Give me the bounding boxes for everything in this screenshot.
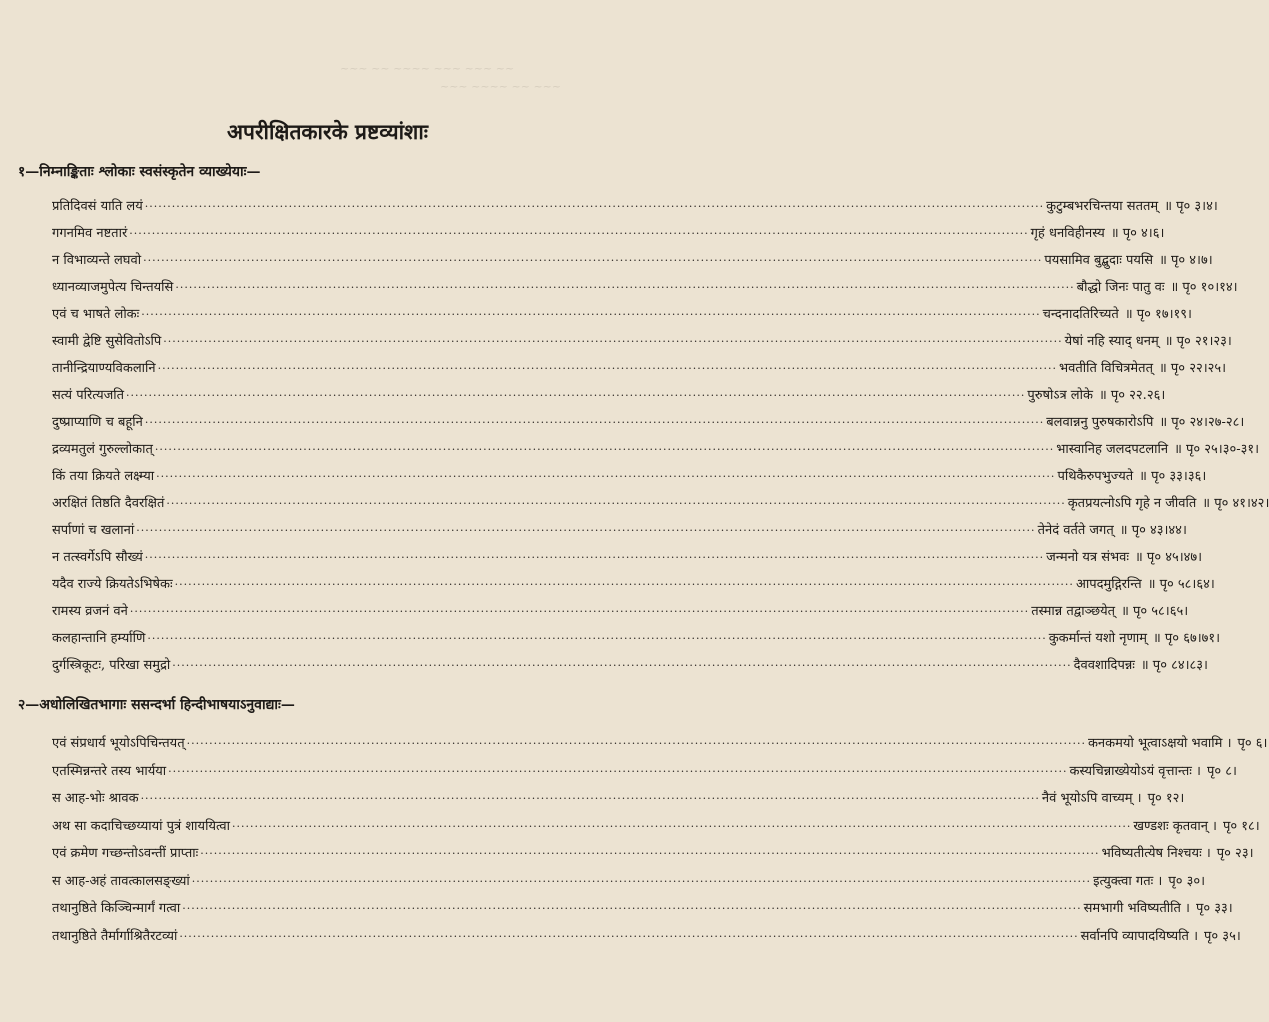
- page-reference: ॥ पृ० १०।१४।: [1170, 280, 1238, 295]
- page-reference: ॥ पृ० २४।२७-२८।: [1159, 415, 1245, 430]
- dot-leader: ········································································································································································································: [182, 902, 1082, 915]
- entry-start-text: स आह-भोः श्रावक: [52, 791, 139, 806]
- page-reference: ॥ पृ० ८४।८३।: [1140, 658, 1208, 673]
- entry-row: [52, 871, 1206, 893]
- entry-row: [52, 250, 1213, 272]
- dot-leader: ········································································································································································································: [147, 632, 1047, 645]
- entry-end-text: पयसामिव बुद्बुदाः पयसि: [1044, 253, 1154, 268]
- page-reference: ॥ पृ० ४५।४७।: [1135, 550, 1203, 565]
- entry-end-text: भविष्यतीत्येष निश्चयः ।: [1101, 846, 1211, 861]
- entry-start-text: स आह-अहं तावत्कालसङ्ख्यां: [52, 873, 190, 889]
- dot-leader: ········································································································································································································: [154, 443, 1055, 456]
- section-1-heading: १—निम्नाङ्किताः श्लोकाः स्वसंस्कृतेन व्याख्येयाः—: [18, 164, 261, 180]
- entry-start-text: किं तया क्रियते लक्ष्म्या: [52, 469, 155, 484]
- dot-leader: ········································································································································································································: [156, 470, 1056, 483]
- page-title: अपरीक्षितकारके प्रष्टव्यांशाः: [226, 119, 429, 144]
- dot-leader: ········································································································································································································: [166, 497, 1066, 510]
- page-reference: ॥ पृ० ४।७।: [1159, 253, 1213, 268]
- page-reference: ॥ पृ० ४१।४२।: [1202, 496, 1269, 511]
- dot-leader: ········································································································································································································: [168, 764, 1068, 778]
- dot-leader: ········································································································································································································: [141, 308, 1041, 321]
- dot-leader: ········································································································································································································: [144, 200, 1045, 213]
- entry-start-text: न विभाव्यन्ते लघवो: [52, 253, 142, 268]
- entry-end-text: चन्दनादतिरिच्यते: [1042, 307, 1119, 322]
- entry-row: [52, 574, 1215, 596]
- entry-start-text: अथ सा कदाचिच्छय्यायां पुत्रं शाययित्वा: [52, 818, 231, 834]
- dot-leader: ········································································································································································································: [140, 792, 1040, 805]
- entry-start-text: दुर्गस्त्रिकूटः, परिखा समुद्रो: [52, 658, 171, 673]
- page-reference: पृ० १८।: [1223, 818, 1260, 834]
- entry-end-text: खण्डशः कृतवान् ।: [1133, 818, 1217, 834]
- show-through-text: ~~~ ~~ ~~~~ ~~~ ~~~ ~~: [340, 62, 515, 75]
- entry-row: [52, 466, 1207, 488]
- entry-row: [52, 331, 1232, 353]
- entry-start-text: तथानुष्ठिते तैर्मार्गाश्रितैरटव्यां: [52, 928, 178, 944]
- entry-start-text: यदैव राज्ये क्रियतेऽभिषेकः: [52, 577, 173, 592]
- entry-start-text: गगनमिव नष्टतारं: [52, 226, 128, 241]
- entry-row: [52, 223, 1165, 245]
- entry-row: [52, 843, 1254, 865]
- dot-leader: ········································································································································································································: [163, 335, 1063, 348]
- dot-leader: ········································································································································································································: [232, 819, 1132, 833]
- entry-end-text: तेनेदं वर्तते जगत्: [1037, 523, 1114, 538]
- entry-start-text: रामस्य व्रजनं वने: [52, 604, 128, 619]
- entry-end-text: आपदमुद्गिरन्ति: [1075, 577, 1142, 592]
- entry-end-text: कृतप्रयत्नोऽपि गृहे न जीवति: [1067, 496, 1197, 511]
- entry-end-text: सर्वानपि व्यापादयिष्यति ।: [1080, 928, 1199, 944]
- entry-end-text: बलवान्ननु पुरुषकारोऽपि: [1046, 415, 1154, 430]
- entry-start-text: तथानुष्ठिते किञ्चिन्मार्गं गत्वा: [52, 901, 181, 916]
- dot-leader: ········································································································································································································: [157, 362, 1057, 375]
- dot-leader: ········································································································································································································: [186, 737, 1086, 750]
- entry-end-text: गृहं धनविहीनस्य: [1030, 226, 1105, 241]
- entry-row: [52, 412, 1245, 434]
- dot-leader: ········································································································································································································: [143, 254, 1043, 267]
- entry-row: [52, 816, 1260, 838]
- entry-row: [52, 439, 1260, 461]
- dot-leader: ········································································································································································································: [129, 605, 1030, 618]
- entry-start-text: द्रव्यमतुलं गुरुल्लोकात्: [52, 442, 153, 457]
- entry-row: [52, 761, 1237, 783]
- show-through-text: ~~~ ~~~~ ~~ ~~~: [440, 80, 562, 93]
- entry-row: [52, 385, 1166, 407]
- section-2-heading: २—अधोलिखितभागाः ससन्दर्भा हिन्दीभाषयाऽनुवाद्याः—: [18, 697, 295, 713]
- entry-end-text: तस्मान्न तद्वाञ्छयेत्: [1031, 604, 1116, 619]
- dot-leader: ········································································································································································································: [144, 551, 1045, 564]
- page-reference: पृ० ६।: [1237, 736, 1268, 751]
- page-reference: ॥ पृ० ४।६।: [1110, 226, 1165, 241]
- entry-start-text: एवं संप्रधार्य भूयोऽपिचिन्तयत्: [52, 736, 185, 751]
- entry-row: [52, 493, 1269, 515]
- entry-end-text: बौद्धो जिनः पातु वः: [1076, 280, 1165, 295]
- dot-leader: ········································································································································································································: [175, 281, 1075, 294]
- entry-start-text: अरक्षितं तिष्ठति दैवरक्षितं: [52, 496, 165, 511]
- dot-leader: ········································································································································································································: [136, 524, 1036, 537]
- entry-end-text: समभागी भविष्यतीति ।: [1083, 901, 1190, 916]
- entry-end-text: कनकमयो भूत्वाऽक्षयो भवामि ।: [1087, 736, 1232, 751]
- page-reference: पृ० ३५।: [1204, 928, 1241, 944]
- page-reference: ॥ पृ० २२।२५।: [1159, 361, 1227, 376]
- entry-start-text: एवं क्रमेण गच्छन्तोऽवन्तीं प्राप्ताः: [52, 846, 199, 861]
- entry-start-text: स्वामी द्वेष्टि सुसेवितोऽपि: [52, 334, 162, 349]
- page-reference: ॥ पृ० ३।४।: [1164, 199, 1218, 214]
- dot-leader: ········································································································································································································: [179, 929, 1079, 943]
- entry-start-text: एवं च भाषते लोकः: [52, 307, 140, 322]
- page-reference: ॥ पृ० ५८।६५।: [1121, 604, 1189, 619]
- entry-end-text: कुकर्मान्तं यशो नृणाम्: [1048, 631, 1147, 646]
- entry-row: [52, 304, 1192, 326]
- page-reference: पृ० ३३।: [1195, 901, 1233, 916]
- dot-leader: ········································································································································································································: [129, 227, 1029, 240]
- entry-start-text: सर्पाणां च खलानां: [52, 523, 135, 538]
- entry-start-text: प्रतिदिवसं याति लयं: [52, 199, 143, 214]
- dot-leader: ········································································································································································································: [200, 847, 1100, 860]
- entry-row: [52, 788, 1185, 810]
- entry-row: [52, 520, 1187, 542]
- page-reference: पृ० १२।: [1147, 791, 1185, 806]
- dot-leader: ········································································································································································································: [174, 578, 1074, 591]
- entry-row: [52, 926, 1241, 948]
- entry-end-text: पुरुषोऽत्र लोके: [1027, 388, 1093, 403]
- page-reference: ॥ पृ० २१।२३।: [1164, 334, 1232, 349]
- entry-row: [52, 196, 1218, 218]
- entry-row: [52, 733, 1268, 755]
- dot-leader: ········································································································································································································: [126, 389, 1026, 402]
- page-reference: ॥ पृ० ५८।६४।: [1147, 577, 1215, 592]
- entry-end-text: येषां नहि स्याद् धनम्: [1064, 334, 1159, 349]
- entry-row: [52, 547, 1203, 569]
- dot-leader: ········································································································································································································: [191, 874, 1092, 888]
- page-reference: पृ० २३।: [1216, 846, 1254, 861]
- entry-end-text: जन्मनो यत्र संभवः: [1046, 550, 1130, 565]
- page-reference: ॥ पृ० ४३।४४।: [1119, 523, 1187, 538]
- entry-start-text: एतस्मिन्नन्तरे तस्य भार्यया: [52, 763, 167, 779]
- entry-end-text: इत्युक्त्वा गतः ।: [1093, 873, 1163, 889]
- page-reference: पृ० ८।: [1206, 763, 1237, 779]
- page-reference: ॥ पृ० ३३।३६।: [1139, 469, 1207, 484]
- dot-leader: ········································································································································································································: [172, 659, 1072, 672]
- entry-start-text: ध्यानव्याजमुपेत्य चिन्तयसि: [52, 280, 174, 295]
- entry-end-text: पथिकैरुपभुज्यते: [1057, 469, 1134, 484]
- entry-end-text: कस्यचिन्नाख्येयोऽयं वृत्तान्तः ।: [1069, 763, 1201, 779]
- dot-leader: ········································································································································································································: [144, 416, 1045, 429]
- entry-row: [52, 628, 1221, 650]
- entry-start-text: दुष्प्राप्याणि च बहूनि: [52, 415, 143, 430]
- entry-end-text: भवतीति विचित्रमेतत्: [1058, 361, 1153, 376]
- entry-start-text: न तत्स्वर्गेऽपि सौख्यं: [52, 550, 143, 565]
- page-reference: ॥ पृ० ६७।७१।: [1153, 631, 1221, 646]
- entry-start-text: कलहान्तानि हर्म्याणि: [52, 631, 146, 646]
- entry-end-text: भास्वानिह जलदपटलानि: [1056, 442, 1169, 457]
- page-reference: ॥ पृ० २५।३०-३१।: [1174, 442, 1260, 457]
- page-reference: ॥ पृ० २२.२६।: [1098, 388, 1166, 403]
- entry-row: [52, 655, 1208, 677]
- entry-row: [52, 601, 1189, 623]
- entry-row: [52, 358, 1227, 380]
- entry-start-text: तानीन्द्रियाण्यविकलानि: [52, 361, 156, 376]
- page-reference: ॥ पृ० १७।१९।: [1124, 307, 1192, 322]
- entry-start-text: सत्यं परित्यजति: [52, 388, 125, 403]
- page-reference: पृ० ३०।: [1168, 873, 1206, 889]
- entry-end-text: नैवं भूयोऽपि वाच्यम् ।: [1041, 791, 1142, 806]
- entry-row: [52, 277, 1238, 299]
- entry-row: [52, 898, 1233, 920]
- entry-end-text: कुटुम्बभरचिन्तया सततम्: [1046, 199, 1159, 214]
- entry-end-text: दैववशादिपन्नः: [1073, 658, 1135, 673]
